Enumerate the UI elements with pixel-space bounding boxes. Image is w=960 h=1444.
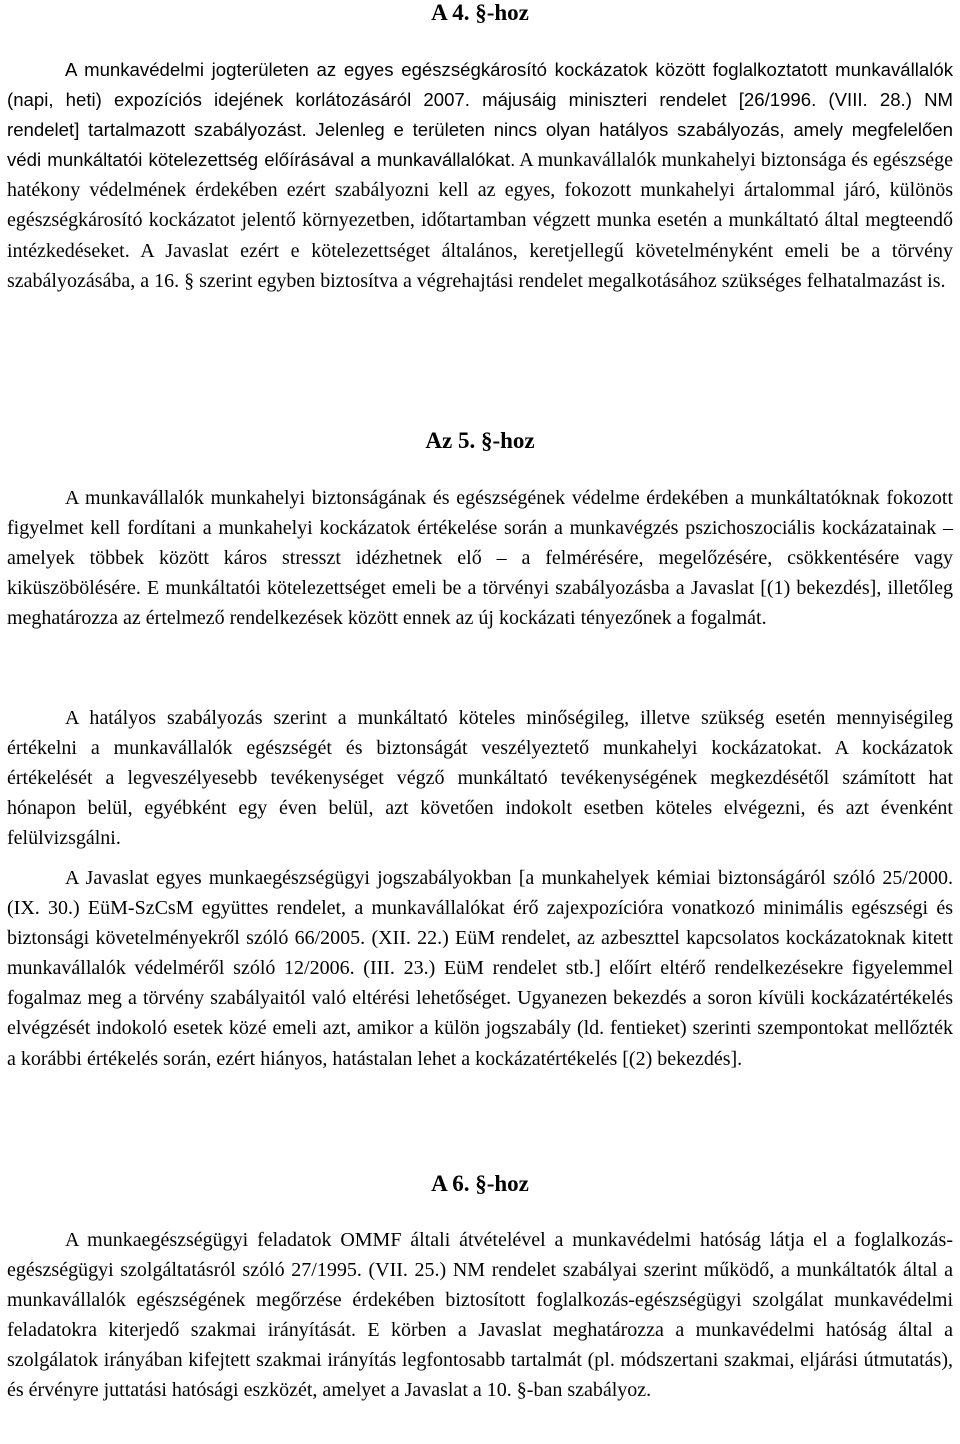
- paragraph-sans-part: A munkavédelmi jogterületen az egyes egészségkárosító kockázatok között foglalkoztatott munkavállalók (napi, heti) expozíciós idejének korlátozásáról 2007. májusáig miniszteri rendelet [26/1996. (VIII. 28.) NM rendelet] tartalmazott szabályozást. Jelenleg e területen nincs olyan hatályos szabályozás, amely megfelelően védi munkáltatói kötelezettség előírásával a munkavállalókat.: [7, 59, 953, 171]
- section-title-5: Az 5. §-hoz: [425, 428, 535, 453]
- section-4-paragraph-1: [7, 55, 953, 296]
- section-5-paragraph-2: A hatályos szabályozás szerint a munkáltató köteles minőségileg, illetve szükség esetén mennyiségileg értékelni a munkavállalók egészségét és biztonságát veszélyeztető munkahelyi kockázatokat. A kockázatok értékelését a legveszélyesebb tevékenységet végző munkáltató tevékenységének megkezdésétől számított hat hónapon belül, egyébként egy éven belül, azt követően indokolt esetben köteles elvégezni, és azt évenként felülvizsgálni.: [7, 707, 953, 850]
- section-title-6: A 6. §-hoz: [431, 1171, 529, 1196]
- section-6-paragraph-1: A munkaegészségügyi feladatok OMMF általi átvételével a munkavédelmi hatóság látja el a foglalkozás-egészségügyi szolgáltatásról szóló 27/1995. (VII. 25.) NM rendelet szabályai szerint működő, a munkáltatók által a munkavállalók egészségének megőrzése érdekében biztosított foglalkozás-egészségügyi szolgálat munkavédelmi feladatokra kiterjedő szakmai irányítását. E körben a Javaslat meghatározza a munkavédelmi hatóság által a szolgálatok irányában kifejtett szakmai irányítás legfontosabb tartalmát (pl. módszertani szakmai, eljárási útmutatás), és érvényre juttatási hatósági eszközét, amelyet a Javaslat a 10. §-ban szabályoz.: [7, 1229, 953, 1402]
- paragraph-serif-part: A munkavállalók munkahelyi biztonsága és egészsége hatékony védelmének érdekében ezért szabályozni kell az egyes, fokozott munkahelyi ártalommal járó, különös egészségkárosító kockázatot jelentő környezetben, időtartamban végzett munka esetén a munkáltató által megteendő intézkedéseket. A Javaslat ezért e kötelezettséget általános, keretjellegű követelményként emeli be a törvény szabályozásába, a 16. § szerint egyben biztosítva a végrehajtási rendelet megalkotásához szükséges felhatalmazást is.: [7, 149, 953, 292]
- section-5-paragraph-3: A Javaslat egyes munkaegészségügyi jogszabályokban [a munkahelyek kémiai biztonságáról szóló 25/2000. (IX. 30.) EüM-SzCsM együttes rendelet, a munkavállalókat érő zajexpozícióra vonatkozó minimális egészségi és biztonsági követelményekről szóló 66/2005. (XII. 22.) EüM rendelet, az azbeszttel kapcsolatos kockázatoknak kitett munkavállalók védelméről szóló 12/2006. (III. 23.) EüM rendelet stb.] előírt eltérő rendelkezésekre figyelemmel fogalmaz meg a törvény szabályaitól való eltérési lehetőséget. Ugyanezen bekezdés a soron kívüli kockázatértékelés elvégzését indokoló esetek közé emeli azt, amikor a külön jogszabály (ld. fentieket) szerinti szempontokat mellőzték a korábbi értékelés során, ezért hiányos, hatástalan lehet a kockázatértékelés [(2) bekezdés].: [7, 867, 953, 1070]
- section-5-paragraph-1: A munkavállalók munkahelyi biztonságának és egészségének védelme érdekében a munkáltatóknak fokozott figyelmet kell fordítani a munkahelyi kockázatok értékelése során a munkavégzés pszichoszociális kockázatainak – amelyek többek között káros stresszt idézhetnek elő – a felmérésére, megelőzésére, csökkentésére vagy kiküszöbölésére. E munkáltatói kötelezettséget emeli be a törvényi szabályozásba a Javaslat [(1) bekezdés], illetőleg meghatározza az értelmező rendelkezések között ennek az új kockázati tényezőnek a fogalmát.: [7, 487, 953, 630]
- section-title-4: A 4. §-hoz: [431, 0, 529, 25]
